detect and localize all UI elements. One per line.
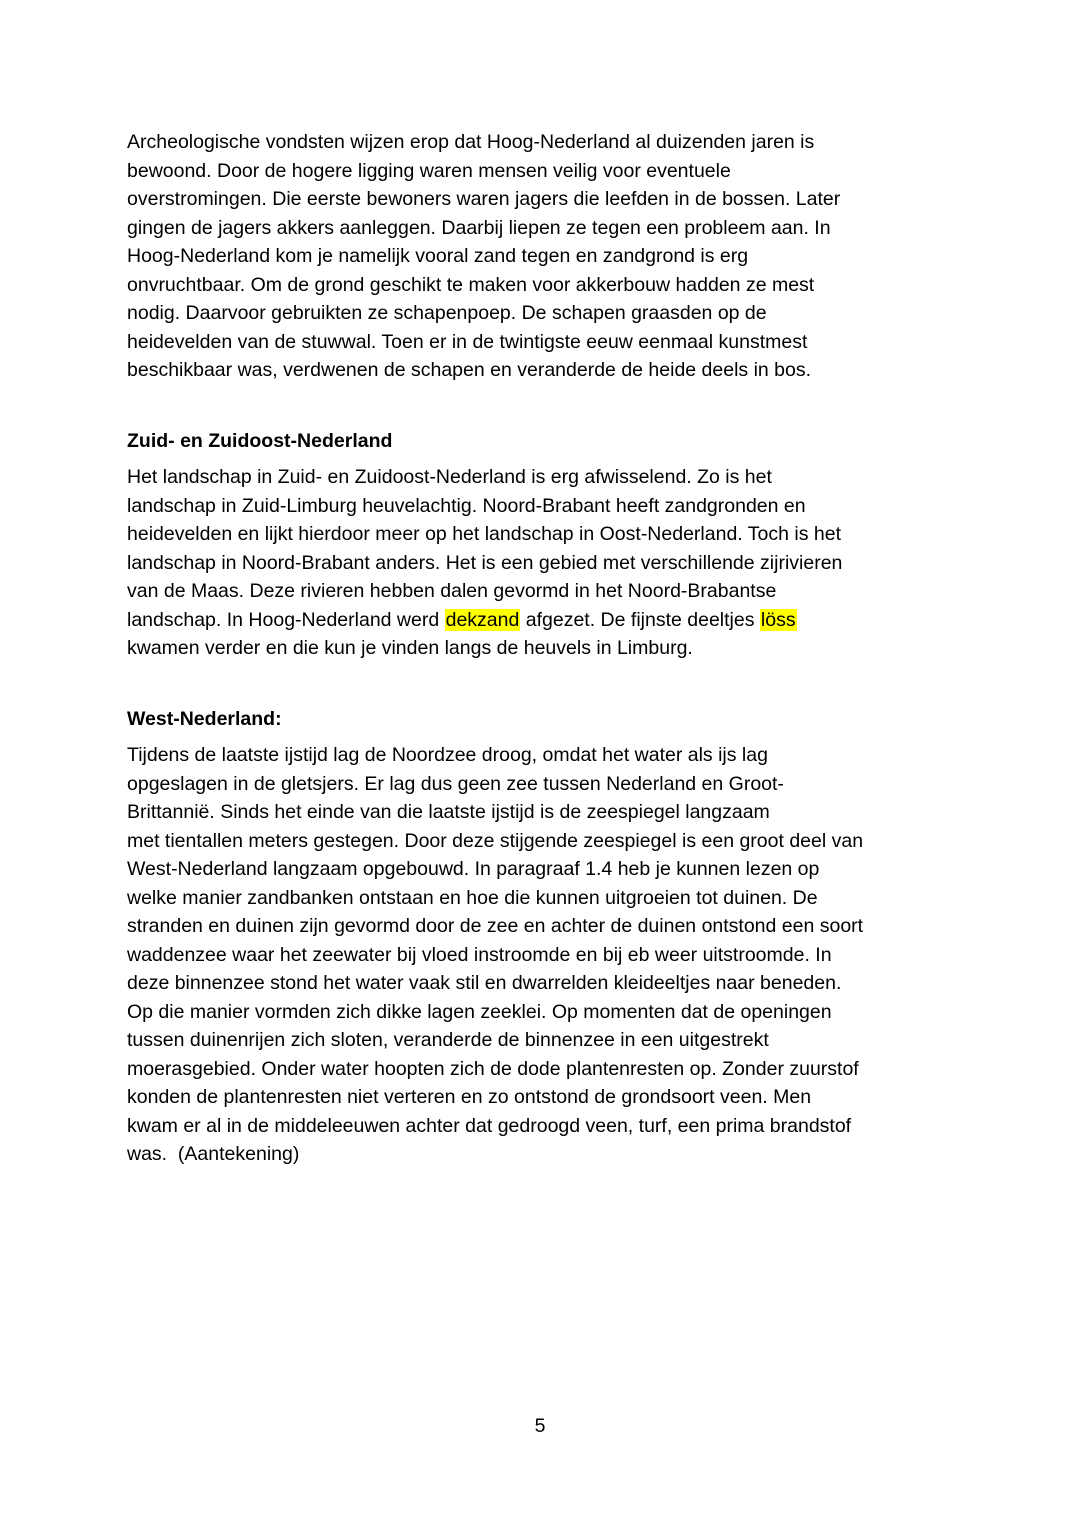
text-line — [127, 157, 987, 186]
text-run: heidevelden en lijkt hierdoor meer op het landschap in Oost-Nederland. Toch is het — [127, 523, 841, 545]
text-line — [127, 299, 987, 328]
text-line — [127, 1083, 987, 1112]
text-run: deze binnenzee stond het water vaak stil en dwarrelden kleideeltjes naar beneden. — [127, 972, 842, 994]
text-line — [127, 549, 987, 578]
text-run: met tientallen meters gestegen. Door deze stijgende zeespiegel is een groot deel van — [127, 829, 864, 852]
text-line — [127, 463, 987, 492]
text-run: West-Nederland langzaam opgebouwd. In paragraaf 1.4 heb je kunnen lezen op — [127, 858, 820, 880]
text-run: Archeologische vondsten wijzen erop dat Hoog-Nederland al duizenden jaren is — [127, 131, 815, 153]
page-number: 5 — [534, 1415, 546, 1437]
text-line — [127, 492, 987, 521]
text-run: welke manier zandbanken ontstaan en hoe die kunnen uitgroeien tot duinen. De — [127, 886, 818, 909]
text-line — [127, 271, 987, 300]
text-run: konden de plantenresten niet verteren en zo ontstond de grondsoort veen. Men — [127, 1086, 812, 1108]
text-line — [127, 969, 987, 998]
paragraph — [127, 463, 987, 663]
document-content — [127, 128, 987, 1169]
text-line — [127, 884, 987, 913]
text-line — [127, 998, 987, 1027]
text-line — [127, 328, 987, 357]
text-run: kwam er al in de middeleeuwen achter dat gedroogd veen, turf, een prima brandstof — [127, 1114, 852, 1137]
text-line — [127, 577, 987, 606]
text-line — [127, 214, 987, 243]
text-run: landschap in Noord-Brabant anders. Het is een gebied met verschillende zijrivieren — [127, 551, 843, 574]
text-run: Tijdens de laatste ijstijd lag de Noordzee droog, omdat het water als ijs lag — [127, 744, 768, 766]
highlighted-term: löss — [760, 608, 796, 631]
text-run: nodig. Daarvoor gebruikten ze schapenpoep. De schapen graasden op de — [127, 302, 767, 324]
text-run: afgezet. De fijnste deeltjes — [520, 608, 760, 631]
section-heading: Zuid- en Zuidoost-Nederland — [127, 429, 393, 452]
text-line — [127, 855, 987, 884]
text-run: landschap. In Hoog-Nederland werd — [127, 608, 445, 631]
text-line — [127, 242, 987, 271]
text-run: heidevelden van de stuwwal. Toen er in de twintigste eeuw eenmaal kunstmest — [127, 330, 808, 353]
text-line — [127, 128, 987, 157]
text-run: Hoog-Nederland kom je namelijk vooral zand tegen en zandgrond is erg — [127, 245, 749, 267]
text-run: kwamen verder en die kun je vinden langs de heuvels in Limburg. — [127, 637, 693, 659]
text-run: overstromingen. Die eerste bewoners waren jagers die leefden in de bossen. Later — [127, 188, 841, 210]
text-line — [127, 1112, 987, 1141]
text-line — [127, 741, 987, 770]
text-line — [127, 185, 987, 214]
paragraph — [127, 741, 987, 1169]
text-line — [127, 1055, 987, 1084]
text-run: onvruchtbaar. Om de grond geschikt te maken voor akkerbouw hadden ze mest — [127, 273, 815, 296]
text-run: moerasgebied. Onder water hoopten zich de dode plantenresten op. Zonder zuurstof — [127, 1057, 859, 1080]
text-line — [127, 1026, 987, 1055]
text-line — [127, 941, 987, 970]
text-line — [127, 356, 987, 385]
highlighted-term: dekzand — [445, 608, 520, 631]
text-line — [127, 1140, 987, 1169]
text-run: Op die manier vormden zich dikke lagen zeeklei. Op momenten dat de openingen — [127, 1000, 832, 1023]
text-line — [127, 606, 987, 635]
text-run: beschikbaar was, verdwenen de schapen en veranderde de heide deels in bos. — [127, 359, 812, 381]
text-line — [127, 634, 987, 663]
text-run: stranden en duinen zijn gevormd door de zee en achter de duinen ontstond een soort — [127, 915, 864, 937]
text-line — [127, 912, 987, 941]
text-run: waddenzee waar het zeewater bij vloed instroomde en bij eb weer uitstroomde. In — [127, 943, 832, 966]
text-line — [127, 827, 987, 856]
text-run: was. (Aantekening) — [127, 1143, 300, 1165]
text-run: bewoond. Door de hogere ligging waren mensen veilig voor eventuele — [127, 159, 731, 182]
paragraph — [127, 128, 987, 385]
text-run: landschap in Zuid-Limburg heuvelachtig. Noord-Brabant heeft zandgronden en — [127, 494, 806, 517]
text-run: van de Maas. Deze rivieren hebben dalen gevormd in het Noord-Brabantse — [127, 580, 777, 602]
text-line — [127, 770, 987, 799]
text-line — [127, 798, 987, 827]
text-run: gingen de jagers akkers aanleggen. Daarbij liepen ze tegen een probleem aan. In — [127, 216, 831, 239]
section-heading: West-Nederland: — [127, 707, 282, 730]
text-run: opgeslagen in de gletsjers. Er lag dus geen zee tussen Nederland en Groot- — [127, 772, 784, 795]
text-run: Brittannië. Sinds het einde van die laatste ijstijd is de zeespiegel langzaam — [127, 801, 770, 823]
text-run: Het landschap in Zuid- en Zuidoost-Nederland is erg afwisselend. Zo is het — [127, 466, 772, 488]
text-run: tussen duinenrijen zich sloten, veranderde de binnenzee in een uitgestrekt — [127, 1029, 769, 1051]
text-line — [127, 520, 987, 549]
